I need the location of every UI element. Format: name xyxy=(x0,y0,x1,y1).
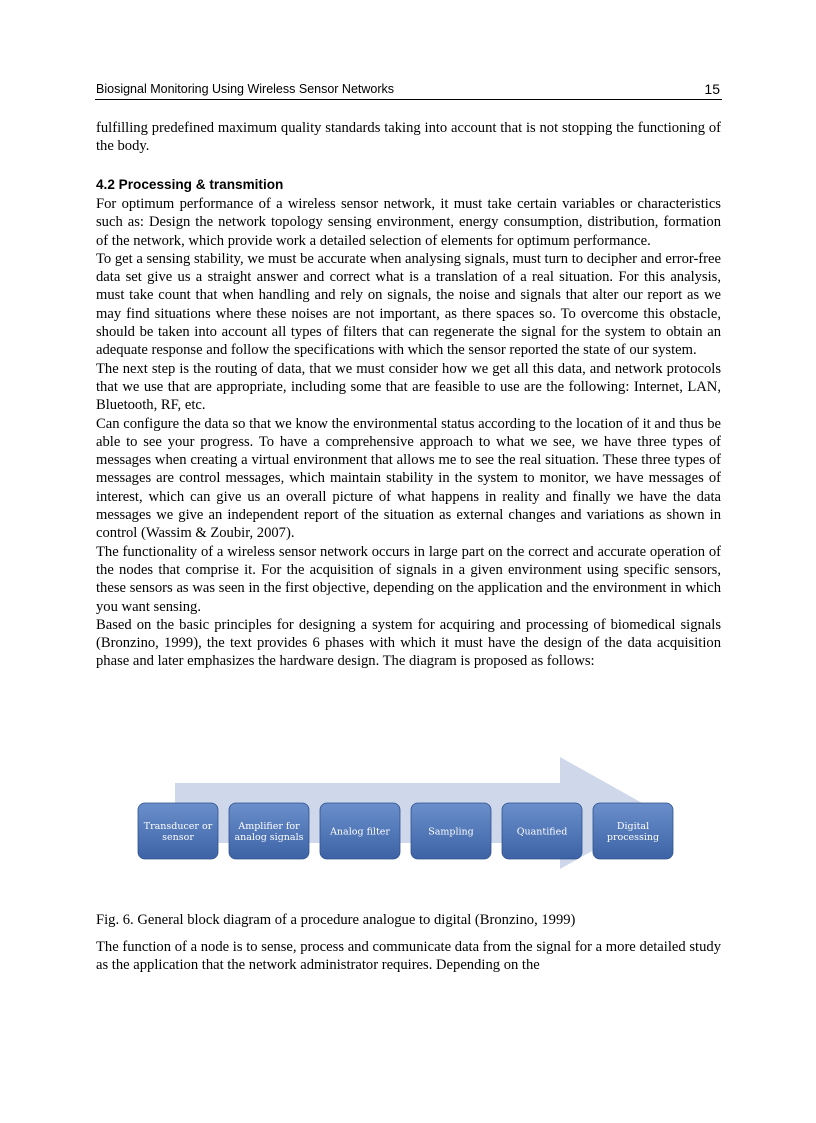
paragraph: The next step is the routing of data, that we must consider how we get all this data, and network protocols that we use that are appropriate, including some that are feasible to use are the following: Internet, LAN, Bluetooth, RF, etc. xyxy=(96,360,721,414)
diagram-box xyxy=(593,803,673,859)
paragraph: The functionality of a wireless sensor network occurs in large part on the correct and accurate operation of the nodes that comprise it. For the acquisition of signals in a given environment using specific sensors, these sensors as was seen in the first objective, depending on the application and the environment in which you want sensing. xyxy=(96,543,721,615)
paragraph: fulfilling predefined maximum quality standards taking into account that is not stopping the functioning of the body. xyxy=(96,120,721,155)
section-body xyxy=(96,195,721,671)
closing-body xyxy=(96,938,721,975)
diagram-box-label: Amplifier for xyxy=(238,821,300,832)
diagram-box-label: Transducer or xyxy=(143,821,213,832)
diagram-box-label: Quantified xyxy=(516,826,568,838)
diagram-box xyxy=(229,803,309,859)
diagram-box xyxy=(411,803,491,859)
diagram-box xyxy=(320,803,400,859)
paragraph: For optimum performance of a wireless sensor network, it must take certain variables or characteristics such as: Design the network topology sensing environment, energy consumption, distribution, formation of the network, which provide work a detailed selection of elements for optimum performance. xyxy=(96,196,721,249)
diagram-box xyxy=(138,803,218,859)
diagram-box-label: Sampling xyxy=(428,826,474,838)
diagram-box-label: sensor xyxy=(162,832,194,843)
block-diagram xyxy=(130,755,690,875)
diagram-box-label: processing xyxy=(606,832,660,843)
diagram-box-label: Analog filter xyxy=(330,826,390,838)
diagram-box xyxy=(502,803,582,859)
paragraph: Based on the basic principles for designing a system for acquiring and processing of biomedical signals (Bronzino, 1999), the text provides 6 phases with which it must have the design of the data acquisition phase and later emphasizes the hardware design. The diagram is proposed as follows: xyxy=(96,616,721,670)
paragraph: The function of a node is to sense, process and communicate data from the signal for a more detailed study as the application that the network administrator requires. Depending on the xyxy=(96,939,721,974)
running-title: Biosignal Monitoring Using Wireless Sensor Networks xyxy=(96,82,395,96)
page-number: 15 xyxy=(704,81,720,97)
block-diagram-figure xyxy=(130,755,690,875)
figure-caption: Fig. 6. General block diagram of a procedure analogue to digital (Bronzino, 1999) xyxy=(96,912,576,928)
paragraph: To get a sensing stability, we must be accurate when analysing signals, must turn to decipher and error-free data set give us a straight answer and correct what is a translation of a real situation. For this analysis, must take count that when handling and rely on signals, the noise and signals that alter our report as we may find situations where these noises are not important, as there spaces so. To overcome this obstacle, should be taken into account all types of filters that can regenerate the signal for the system to obtain an adequate response and follow the specifications with which the sensor reported the state of our system. xyxy=(96,250,721,359)
diagram-box-label: analog signals xyxy=(234,832,304,843)
running-header xyxy=(95,81,722,100)
intro-paragraph xyxy=(96,119,721,156)
diagram-box-label: Digital xyxy=(616,821,650,832)
section-heading: 4.2 Processing & transmition xyxy=(96,177,284,192)
paragraph: Can configure the data so that we know the environmental status according to the location of it and thus be able to see your progress. To have a comprehensive approach to what we see, we have three types of messages when creating a virtual environment that allows me to see the real situation. These three types of messages are control messages, which maintain stability in the system to monitor, we have messages of interest, which can give us an overall picture of what happens in reality and finally we have the data messages we give an independent report of the situation as external changes and variations as shown in control (Wassim & Zoubir, 2007). xyxy=(96,415,721,542)
